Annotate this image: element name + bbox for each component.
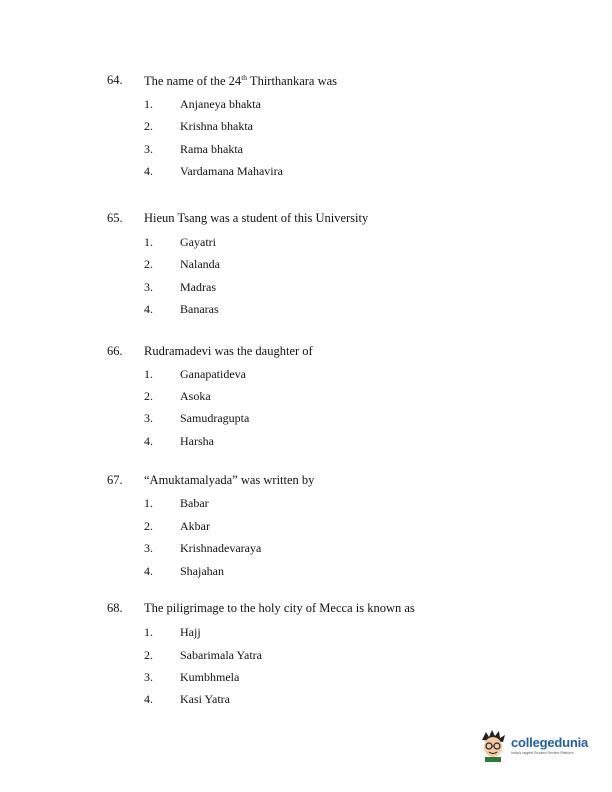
option-text: Sabarimala Yatra [180, 648, 262, 662]
option-number: 3. [144, 142, 153, 156]
option-number: 3. [144, 280, 153, 294]
option-number: 4. [144, 564, 153, 578]
option-number: 1. [144, 97, 153, 111]
option-number: 1. [144, 496, 153, 510]
question-number: 67. [107, 473, 123, 487]
option-number: 2. [144, 389, 153, 403]
ordinal-superscript: th [241, 73, 248, 82]
question-text: The piligrimage to the holy city of Mecca is known as [144, 601, 415, 615]
option-text: Banaras [180, 302, 219, 316]
option-number: 2. [144, 257, 153, 271]
question-text-part: The name of the 24 [144, 74, 242, 88]
option-text: Samudragupta [180, 411, 250, 425]
option-text: Kasi Yatra [180, 692, 230, 706]
option-number: 4. [144, 164, 153, 178]
option-number: 4. [144, 434, 153, 448]
option-number: 1. [144, 367, 153, 381]
question-number: 64. [107, 73, 123, 87]
option-number: 4. [144, 692, 153, 706]
option-text: Rama bhakta [180, 142, 243, 156]
option-number: 1. [144, 235, 153, 249]
student-mascot-icon [478, 728, 508, 762]
option-number: 3. [144, 670, 153, 684]
question-text: “Amuktamalyada” was written by [144, 473, 315, 487]
option-text: Vardamana Mahavira [180, 164, 283, 178]
question-text-part: Thirthankara was [247, 74, 338, 88]
question-number: 66. [107, 344, 123, 358]
option-number: 1. [144, 625, 153, 639]
question-text [144, 73, 337, 89]
logo-tagline: India's largest Student Review Platform [511, 751, 574, 755]
logo-wordmark: collegedunia [511, 735, 589, 750]
option-text: Krishna bhakta [180, 119, 253, 133]
option-number: 2. [144, 119, 153, 133]
option-number: 3. [144, 541, 153, 555]
option-text: Babar [180, 496, 209, 510]
option-number: 2. [144, 648, 153, 662]
option-text: Hajj [180, 625, 201, 639]
question-number: 65. [107, 211, 123, 225]
option-number: 4. [144, 302, 153, 316]
question-number: 68. [107, 601, 123, 615]
option-text: Akbar [180, 519, 210, 533]
option-text: Asoka [180, 389, 211, 403]
option-text: Shajahan [180, 564, 224, 578]
option-text: Harsha [180, 434, 214, 448]
option-number: 3. [144, 411, 153, 425]
option-text: Kumbhmela [180, 670, 240, 684]
option-text: Anjaneya bhakta [180, 97, 261, 111]
option-number: 2. [144, 519, 153, 533]
option-text: Ganapatideva [180, 367, 246, 381]
option-text: Madras [180, 280, 216, 294]
option-text: Nalanda [180, 257, 220, 271]
question-text: Rudramadevi was the daughter of [144, 344, 313, 358]
option-text: Gayatri [180, 235, 216, 249]
collegedunia-logo [478, 728, 598, 764]
question-text: Hieun Tsang was a student of this University [144, 211, 369, 225]
option-text: Krishnadevaraya [180, 541, 262, 555]
